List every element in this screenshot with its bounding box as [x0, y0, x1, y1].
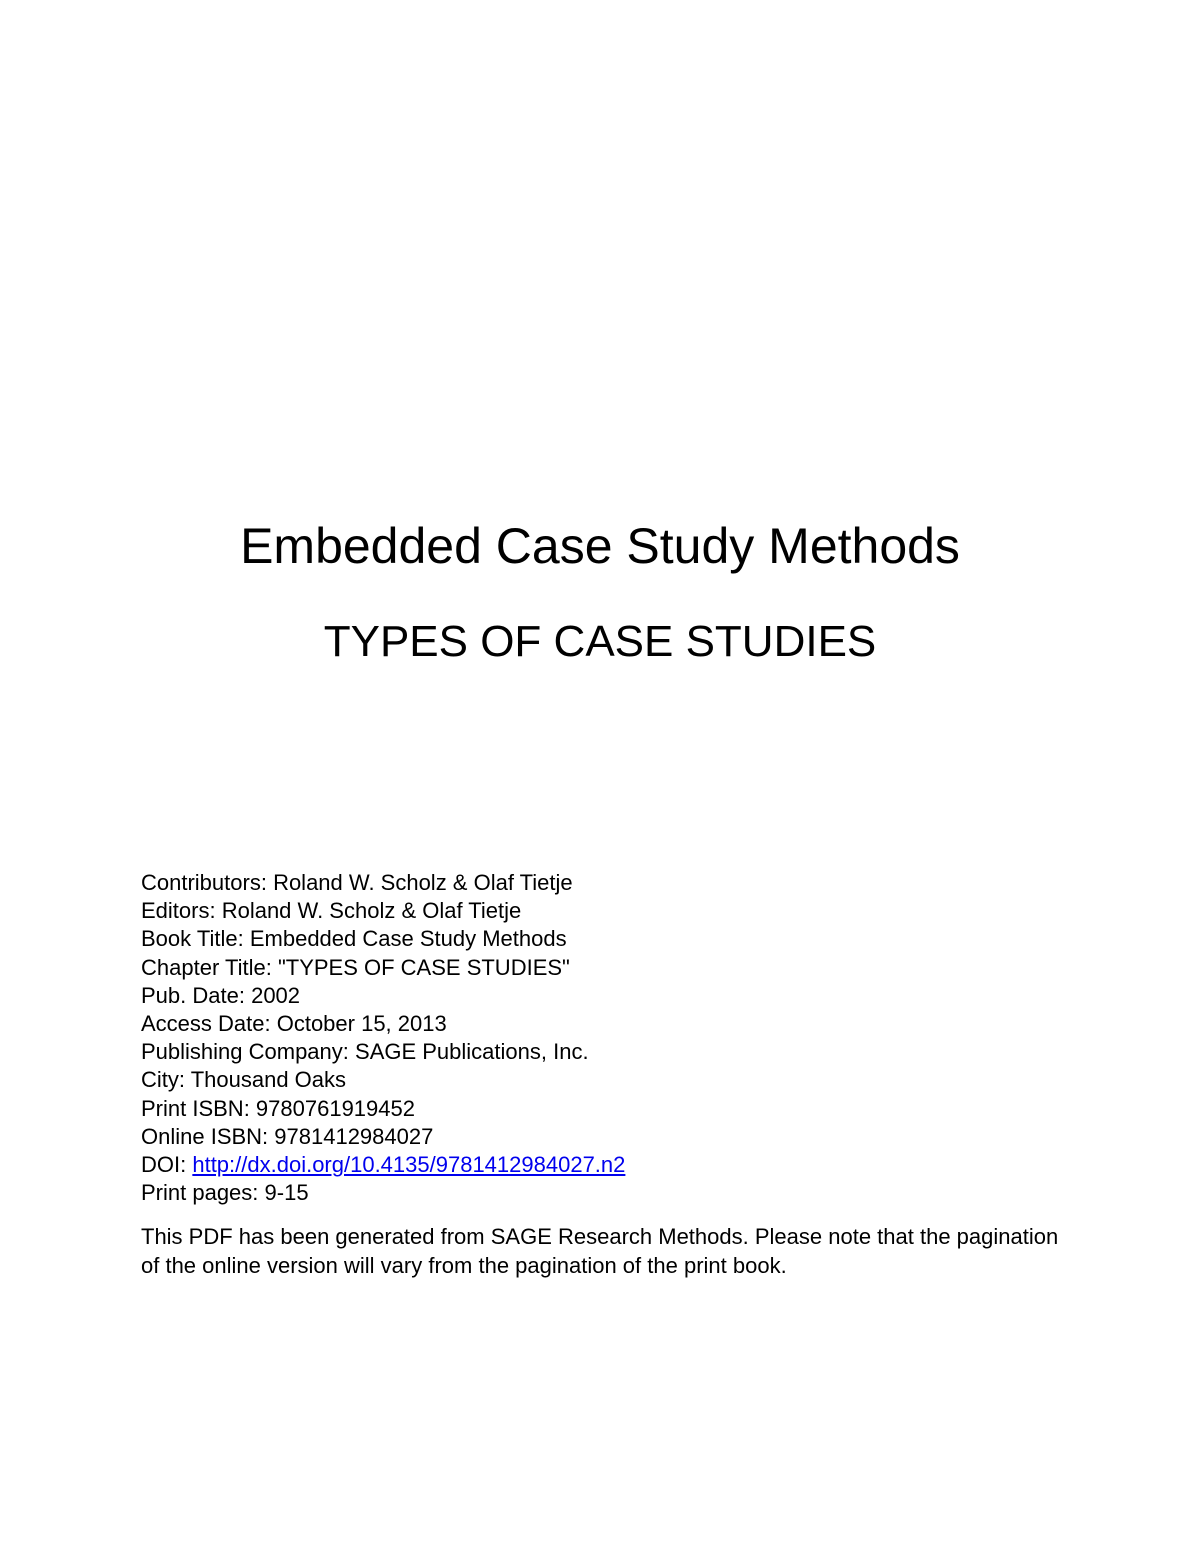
meta-book-title	[141, 925, 1101, 953]
meta-value: Thousand Oaks	[190, 1067, 347, 1093]
meta-label: Print ISBN:	[141, 1095, 256, 1121]
meta-online-isbn	[141, 1123, 1101, 1151]
meta-label: Online ISBN:	[141, 1123, 275, 1149]
doi-link[interactable]: http://dx.doi.org/10.4135/9781412984027.n2	[192, 1152, 626, 1178]
meta-print-pages	[141, 1179, 1101, 1207]
meta-value: SAGE Publications, Inc.	[355, 1039, 589, 1065]
meta-value: October 15, 2013	[276, 1011, 447, 1037]
meta-access-date	[141, 1010, 1101, 1038]
meta-label: Book Title:	[141, 926, 250, 952]
meta-value: 2002	[251, 982, 301, 1008]
meta-label: Contributors:	[141, 870, 274, 895]
meta-label: Print pages:	[141, 1180, 265, 1206]
meta-contributors	[141, 869, 1101, 897]
meta-value: 9780761919452	[255, 1095, 415, 1121]
meta-label: Access Date:	[141, 1011, 277, 1037]
meta-editors	[141, 897, 1101, 925]
meta-publishing-company	[141, 1038, 1101, 1066]
meta-doi	[141, 1151, 1101, 1179]
meta-label: DOI:	[141, 1152, 193, 1178]
meta-label: Chapter Title:	[141, 954, 278, 980]
meta-value: Embedded Case Study Methods	[249, 926, 567, 952]
meta-value: 9781412984027	[274, 1123, 434, 1149]
meta-value: Roland W. Scholz & Olaf Tietje	[273, 870, 573, 895]
meta-value: Roland W. Scholz & Olaf Tietje	[221, 898, 522, 924]
meta-label: Publishing Company:	[141, 1039, 356, 1065]
meta-value: 9-15	[264, 1180, 309, 1206]
book-title: Embedded Case Study Methods	[240, 518, 960, 574]
chapter-title: TYPES OF CASE STUDIES	[323, 617, 877, 666]
meta-chapter-title	[141, 954, 1101, 982]
pagination-note: This PDF has been generated from SAGE Research Methods. Please note that the pagination of the online version will vary from the pagination of the print book.	[141, 1224, 1059, 1278]
meta-pub-date	[141, 982, 1101, 1010]
meta-label: Pub. Date:	[141, 982, 252, 1008]
meta-value: "TYPES OF CASE STUDIES"	[277, 954, 570, 980]
meta-print-isbn	[141, 1095, 1101, 1123]
meta-label: City:	[141, 1067, 191, 1093]
citation-metadata	[141, 869, 1101, 1207]
meta-city	[141, 1066, 1101, 1094]
meta-label: Editors:	[141, 898, 222, 924]
